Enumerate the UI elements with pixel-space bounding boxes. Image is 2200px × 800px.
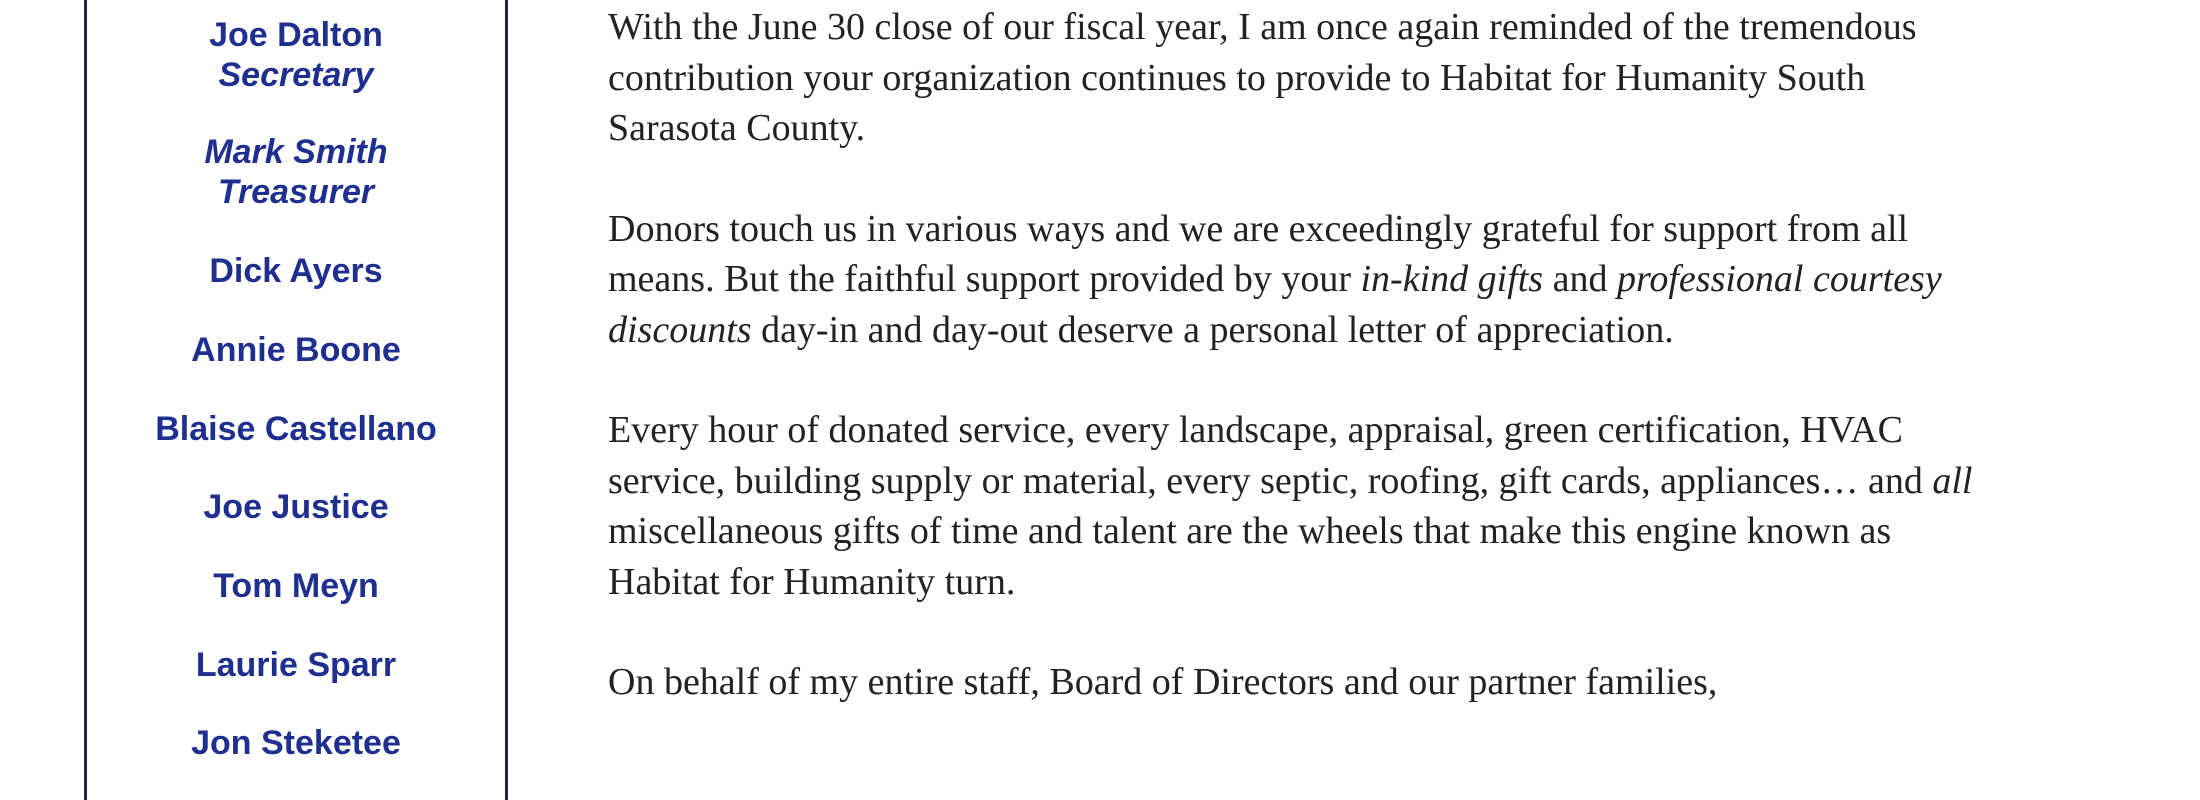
paragraph-text: miscellaneous gifts of time and talent are the wheels that make this engine known as Habitat for Humanity turn. [608, 510, 1892, 603]
paragraph-text: Donors touch us in various ways and we are exceedingly grateful for support from all means. But the faithful support provided by your [608, 207, 1909, 300]
paragraph-text: Every hour of donated service, every landscape, appraisal, green certification, HVAC service, building supply or material, every septic, roofing, gift cards, appliances… and [608, 409, 1933, 502]
board-member [84, 251, 508, 291]
letter-paragraph [608, 657, 1988, 708]
member-title: Treasurer [217, 173, 375, 211]
member-name: Blaise Castellano [155, 410, 437, 448]
emphasis-text: all [1932, 459, 1973, 502]
member-title: Secretary [218, 56, 374, 94]
emphasis-text: professional courtesy discounts [608, 258, 1942, 351]
letter-paragraph [608, 2, 1988, 154]
member-name: Joe Justice [203, 488, 389, 526]
member-name: Dick Ayers [209, 252, 383, 290]
letter-paragraph [608, 405, 1988, 607]
member-name: Jon Steketee [191, 724, 401, 762]
paragraph-text: On behalf of my entire staff, Board of Directors and our partner families, [608, 661, 1718, 703]
member-name: Joe Dalton [209, 16, 383, 54]
board-member [84, 409, 508, 449]
board-member [84, 15, 508, 95]
paragraph-text: and [1543, 258, 1617, 300]
paragraph-text: With the June 30 close of our fiscal year, I am once again reminded of the tremendous contribution your organization continues to provide to Habitat for Humanity South Sarasota County. [608, 6, 1917, 149]
board-member [84, 645, 508, 685]
board-member [84, 487, 508, 527]
board-member [84, 330, 508, 370]
letter-paragraph [608, 204, 1988, 356]
board-member [84, 132, 508, 212]
emphasis-text: in-kind gifts [1360, 258, 1544, 300]
member-name: Mark Smith [204, 133, 388, 171]
board-member [84, 566, 508, 606]
letter-body [608, 2, 1988, 758]
paragraph-text: day-in and day-out deserve a personal letter of appreciation. [751, 308, 1674, 351]
member-name: Tom Meyn [213, 567, 379, 605]
member-name: Annie Boone [191, 331, 401, 369]
member-name: Laurie Sparr [195, 646, 397, 684]
board-member [84, 723, 508, 763]
